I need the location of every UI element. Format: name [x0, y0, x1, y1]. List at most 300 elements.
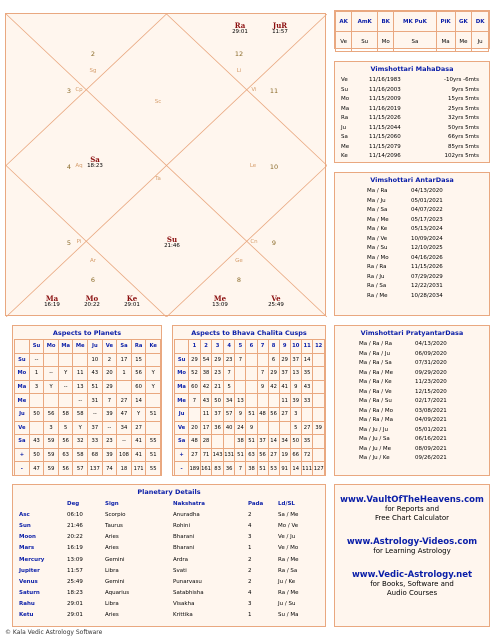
karaka-header: AmK: [352, 12, 378, 32]
aspect-cell: 55: [146, 435, 161, 449]
planet-su: Su: [166, 235, 178, 244]
promo-subtitle: Audio Courses: [386, 589, 438, 597]
aspect-cell: 13: [235, 394, 246, 408]
aspect-cell: 3: [29, 380, 44, 394]
column-header: 7: [257, 340, 268, 354]
antardasa-row: [367, 244, 483, 254]
mahadasa-cell: 11/15/2009: [369, 96, 401, 102]
aspect-cell: 29: [189, 353, 201, 367]
planet-mo: Mo: [85, 294, 99, 303]
antardasa-row: [367, 292, 483, 302]
karaka-value: Me: [455, 32, 472, 52]
aspect-cell: 59: [44, 435, 59, 449]
pratyantardasa-cell: 09/29/2020: [415, 369, 447, 376]
aspect-cell: 36: [223, 462, 235, 476]
planet-degree: 20:22: [84, 302, 100, 308]
column-header: 8: [268, 340, 279, 354]
promo-link[interactable]: www.Astrology-Videos.com: [346, 537, 478, 547]
aspect-cell: 14: [268, 435, 279, 449]
details-cell: Aries: [105, 534, 119, 541]
column-header: Me: [73, 340, 88, 354]
row-header: Su: [175, 353, 189, 367]
pratyantardasa-cell: 05/01/2021: [415, 426, 447, 433]
details-column-header: Deg: [67, 500, 80, 507]
planet-degree: 21:46: [164, 243, 180, 249]
aspect-cell: 43: [88, 367, 103, 381]
pratyantardasa-row: [359, 350, 483, 360]
column-header: Sa: [117, 340, 132, 354]
antardasa-row: [367, 282, 483, 292]
pratyantardasa-cell: Ma / Ju / Sa: [359, 436, 390, 442]
pratyantardasa-panel: [334, 325, 490, 476]
aspect-cell: 56: [58, 462, 73, 476]
aspect-cell: 127: [313, 462, 325, 476]
column-header: 5: [235, 340, 246, 354]
details-cell: Bharani: [173, 534, 195, 541]
antardasa-row: [367, 216, 483, 226]
aspect-cell: [257, 394, 268, 408]
row-header: Sa: [175, 435, 189, 449]
aspect-cell: 32: [73, 435, 88, 449]
antardasa-row: [367, 235, 483, 245]
details-cell: Aquarius: [105, 590, 130, 597]
aspect-cell: 29: [212, 353, 224, 367]
details-cell: Libra: [105, 567, 119, 574]
aspect-cell: 5: [290, 421, 301, 435]
aspect-cell: 161: [200, 462, 212, 476]
pratyantardasa-row: [359, 397, 483, 407]
details-row: [13, 610, 325, 621]
aspect-cell: 52: [189, 367, 201, 381]
aspect-cell: 24: [235, 421, 246, 435]
aspect-row: [15, 448, 161, 462]
aspect-cell: [146, 394, 161, 408]
column-header: Ju: [88, 340, 103, 354]
details-cell: Asc: [19, 511, 30, 518]
aspect-cell: 11: [200, 407, 212, 421]
details-cell: Sun: [19, 522, 31, 529]
aspect-cell: 58: [73, 448, 88, 462]
row-header: Mo: [15, 367, 30, 381]
aspect-cell: 63: [58, 448, 73, 462]
aspect-row: [175, 435, 325, 449]
row-header: -: [175, 462, 189, 476]
details-cell: Saturn: [19, 590, 40, 597]
karaka-value: Ve: [336, 32, 352, 52]
house-number: 2: [90, 50, 96, 58]
pratyantardasa-cell: 09/26/2021: [415, 455, 447, 461]
aspect-cell: [29, 394, 44, 408]
details-row: [13, 599, 325, 610]
aspect-row: [175, 407, 325, 421]
pratyantardasa-row: [359, 340, 483, 350]
aspect-cell: 41: [131, 448, 146, 462]
aspect-cell: 68: [88, 448, 103, 462]
pratyantardasa-cell: Ma / Ju / Me: [359, 445, 392, 452]
details-cell: Satabhisha: [173, 590, 204, 597]
aspect-cell: 9: [235, 407, 246, 421]
aspect-cell: 56: [257, 448, 268, 462]
aspect-cell: 6: [268, 353, 279, 367]
antardasa-title: Vimshottari AntarDasa: [370, 176, 454, 184]
aspect-cell: 13: [73, 380, 88, 394]
aspect-cell: 50: [29, 448, 44, 462]
aspect-row: [15, 435, 161, 449]
corner-cell: [15, 340, 30, 354]
aspect-cell: 131: [223, 448, 235, 462]
row-header: Ju: [175, 407, 189, 421]
aspect-cell: 38: [200, 367, 212, 381]
aspect-cell: 7: [235, 353, 246, 367]
aspect-cell: 5: [58, 421, 73, 435]
aspect-cell: 56: [58, 435, 73, 449]
house-number: 4: [66, 163, 72, 171]
pratyantardasa-row: [359, 359, 483, 369]
column-header: Ra: [131, 340, 146, 354]
aspect-row: [15, 394, 161, 408]
aspect-cell: 55: [146, 462, 161, 476]
aspect-cell: 47: [29, 462, 44, 476]
karaka-header: GK: [455, 12, 472, 32]
details-cell: Ve / Mo: [278, 545, 299, 552]
karaka-header: MK PuK: [394, 12, 436, 32]
promo-link[interactable]: www.Vedic-Astrology.net: [351, 570, 473, 580]
aspect-cell: 21: [212, 380, 224, 394]
aspect-cell: 48: [189, 435, 201, 449]
aspect-cell: 37: [257, 435, 268, 449]
antardasa-cell: Ma / Me: [367, 216, 389, 223]
aspect-cell: Y: [146, 367, 161, 381]
aspect-cell: [58, 394, 73, 408]
aspect-cell: [313, 407, 325, 421]
aspect-cell: 71: [200, 448, 212, 462]
antardasa-cell: Ma / Su: [367, 245, 388, 251]
aspect-cell: 51: [246, 435, 257, 449]
planet-degree: 18:23: [87, 163, 103, 169]
aspect-cell: 42: [200, 380, 212, 394]
mahadasa-cell: Sa: [341, 134, 348, 140]
aspect-cell: 74: [102, 462, 117, 476]
aspect-cell: [189, 407, 201, 421]
pratyantardasa-row: [359, 388, 483, 398]
karaka-value: Mo: [378, 32, 394, 52]
aspect-cell: 7: [257, 367, 268, 381]
pratyantardasa-row: [359, 369, 483, 379]
aspect-cell: 63: [246, 448, 257, 462]
promo-subtitle: for Learning Astrology: [373, 547, 451, 555]
column-header: 4: [223, 340, 235, 354]
aspect-cell: --: [44, 367, 59, 381]
column-header: 6: [246, 340, 257, 354]
aspect-cell: 11: [73, 367, 88, 381]
aspect-cell: 19: [279, 448, 290, 462]
aspect-cell: --: [88, 407, 103, 421]
column-header: Ke: [146, 340, 161, 354]
aspect-cell: 27: [268, 448, 279, 462]
column-header: Ve: [102, 340, 117, 354]
row-header: +: [175, 448, 189, 462]
antardasa-cell: 05/13/2024: [411, 226, 443, 232]
planet-degree: 16:19: [44, 302, 60, 308]
promo-subtitle: Free Chart Calculator: [374, 514, 450, 522]
karaka-value: Ma: [436, 32, 455, 52]
details-header: [13, 498, 325, 509]
sign-label: Vi: [251, 87, 257, 93]
aspect-cell: 38: [235, 435, 246, 449]
aspect-cell: 40: [223, 421, 235, 435]
aspect-cell: 9: [290, 380, 301, 394]
aspect-cell: 14: [131, 394, 146, 408]
details-cell: 29:01: [67, 601, 83, 608]
aspect-cell: 23: [212, 367, 224, 381]
aspect-cell: [313, 380, 325, 394]
aspect-row: [175, 353, 325, 367]
details-cell: 16:19: [67, 545, 83, 552]
aspect-row: [175, 394, 325, 408]
aspect-cell: Y: [58, 367, 73, 381]
aspect-cell: 43: [301, 380, 313, 394]
aspect-cell: 29: [102, 380, 117, 394]
aspect-cell: 39: [313, 421, 325, 435]
aspect-cell: --: [73, 394, 88, 408]
promo-link[interactable]: www.VaultOfTheHeavens.com: [340, 495, 484, 505]
mahadasa-row: [341, 86, 483, 96]
aspect-cell: 47: [117, 407, 132, 421]
details-cell: 11:57: [67, 567, 83, 574]
row-header: +: [15, 448, 30, 462]
karaka-header: DK: [472, 12, 489, 32]
mahadasa-cell: Me: [341, 143, 350, 150]
aspect-cell: 50: [290, 435, 301, 449]
pratyantardasa-cell: Ma / Ra / Ju: [359, 350, 390, 357]
aspect-cell: [257, 353, 268, 367]
aspect-cell: 1: [29, 367, 44, 381]
details-cell: Rohini: [173, 522, 190, 529]
aspect-row: [175, 421, 325, 435]
aspect-cell: [235, 367, 246, 381]
details-cell: Ketu: [19, 612, 34, 619]
aspect-row: [15, 462, 161, 476]
aspect-cell: 34: [223, 394, 235, 408]
aspect-cell: [235, 380, 246, 394]
aspect-cell: 27: [131, 421, 146, 435]
mahadasa-cell: 11/16/1983: [369, 77, 401, 83]
aspect-cell: [246, 394, 257, 408]
details-cell: 4: [248, 590, 252, 597]
mahadasa-cell: 11/15/2044: [369, 124, 401, 131]
aspect-cell: 20: [102, 367, 117, 381]
aspect-cell: 51: [257, 462, 268, 476]
aspect-cell: 10: [88, 353, 103, 367]
mahadasa-cell: 50yrs 5mts: [447, 124, 479, 131]
pratyantardasa-cell: Ma / Ju / Ke: [359, 455, 390, 461]
aspect-cell: 58: [58, 407, 73, 421]
aspect-cell: [146, 353, 161, 367]
details-column-header: Pada: [248, 500, 264, 507]
details-cell: Krittika: [173, 612, 193, 619]
antardasa-row: [367, 225, 483, 235]
planet-me: Me: [213, 294, 227, 303]
aspect-cell: 7: [102, 394, 117, 408]
antardasa-cell: 12/10/2025: [411, 245, 443, 251]
antardasa-row: [367, 254, 483, 264]
aspect-cell: 27: [189, 448, 201, 462]
aspect-cell: 17: [117, 353, 132, 367]
aspect-cell: 11: [279, 394, 290, 408]
aspect-cell: 14: [290, 462, 301, 476]
details-cell: Aries: [105, 545, 119, 552]
aspect-cell: --: [29, 353, 44, 367]
details-cell: 25:49: [67, 578, 83, 585]
row-header: Ve: [15, 421, 30, 435]
column-header: 11: [301, 340, 313, 354]
details-cell: Bharani: [173, 545, 195, 552]
aspect-cell: 66: [290, 448, 301, 462]
aspect-cell: 171: [131, 462, 146, 476]
karaka-value: Ju: [472, 32, 489, 52]
house-number: 9: [271, 239, 277, 247]
column-header: 12: [313, 340, 325, 354]
details-cell: Ardra: [173, 556, 189, 563]
aspect-cell: 54: [200, 353, 212, 367]
details-cell: 3: [248, 601, 252, 608]
pratyantardasa-row: [359, 426, 483, 436]
karaka-header: AK: [336, 12, 352, 32]
promo-link-block: [335, 537, 489, 556]
aspects-planets-title: Aspects to Planets: [52, 329, 122, 337]
antardasa-cell: 04/07/2022: [411, 207, 443, 213]
aspect-cell: [313, 448, 325, 462]
row-header: Me: [15, 394, 30, 408]
aspect-cell: [268, 421, 279, 435]
mahadasa-cell: 32yrs 5mts: [447, 115, 479, 121]
aspect-cell: [212, 435, 224, 449]
mahadasa-cell: 11/15/2079: [369, 143, 401, 150]
pratyantardasa-row: [359, 416, 483, 426]
details-row: [13, 565, 325, 576]
planet-ra: Ra: [234, 21, 246, 30]
sign-label: Cp: [75, 87, 83, 93]
aspect-cell: 23: [102, 435, 117, 449]
details-cell: Mars: [19, 545, 35, 552]
aspect-cell: 56: [131, 367, 146, 381]
details-cell: Moon: [19, 534, 36, 541]
pratyantardasa-row: [359, 435, 483, 445]
aspect-cell: 27: [279, 407, 290, 421]
sign-label: Ar: [89, 258, 97, 264]
planet-ke: Ke: [126, 294, 138, 303]
antardasa-cell: 05/17/2023: [411, 216, 443, 223]
aspect-cell: 137: [88, 462, 103, 476]
details-cell: Rahu: [19, 601, 35, 608]
aspect-cell: 41: [131, 435, 146, 449]
aspect-cell: 33: [88, 435, 103, 449]
aspect-cell: 48: [257, 407, 268, 421]
aspect-cell: 15: [131, 353, 146, 367]
karaka-header: BK: [378, 12, 394, 32]
planet-ma: Ma: [45, 294, 59, 303]
corner-cell: [175, 340, 189, 354]
aspect-cell: 9: [246, 421, 257, 435]
aspect-cell: 59: [44, 462, 59, 476]
details-cell: 29:01: [67, 612, 83, 619]
aspect-cell: 57: [223, 407, 235, 421]
mahadasa-row: [341, 152, 483, 162]
aspect-cell: --: [117, 435, 132, 449]
details-cell: 20:22: [67, 534, 83, 541]
aspects-planets-panel: [12, 325, 162, 476]
antardasa-cell: Ma / Sa: [367, 207, 388, 213]
aspect-cell: 35: [301, 435, 313, 449]
mahadasa-cell: Mo: [341, 96, 350, 102]
aspect-cell: [29, 421, 44, 435]
aspect-cell: 14: [301, 353, 313, 367]
details-cell: Libra: [105, 601, 119, 608]
birth-chart: [5, 13, 326, 316]
karaka-value: Sa: [394, 32, 436, 52]
row-header: Ju: [15, 407, 30, 421]
aspect-cell: 60: [131, 380, 146, 394]
row-header: Sa: [15, 435, 30, 449]
promo-link-block: [335, 570, 489, 598]
house-number: 5: [66, 239, 72, 247]
details-row: [13, 588, 325, 599]
aspect-cell: 2: [102, 353, 117, 367]
antardasa-cell: Ma / Ra: [367, 188, 388, 194]
pratyantardasa-cell: Ma / Ra / Ra: [359, 341, 392, 347]
antardasa-row: [367, 273, 483, 283]
row-header: -: [15, 462, 30, 476]
column-header: Mo: [44, 340, 59, 354]
details-row: [13, 543, 325, 554]
aspect-cell: [313, 367, 325, 381]
column-header: Su: [29, 340, 44, 354]
aspect-cell: 13: [290, 367, 301, 381]
mahadasa-cell: 11/14/2096: [369, 153, 401, 159]
mahadasa-cell: 11/16/2019: [369, 105, 401, 112]
details-cell: 06:10: [67, 511, 83, 518]
pratyantardasa-cell: Ma / Ra / Ke: [359, 379, 392, 385]
sign-label: Aq: [75, 163, 83, 169]
mahadasa-row: [341, 95, 483, 105]
details-cell: Sa / Me: [278, 511, 299, 518]
details-row: [13, 509, 325, 520]
aspect-cell: [257, 421, 268, 435]
pratyantardasa-title: Vimshottari PratyantarDasa: [360, 329, 464, 337]
mahadasa-row: [341, 105, 483, 115]
promo-link-block: [335, 495, 489, 523]
mahadasa-row: [341, 124, 483, 134]
aspect-cell: [58, 353, 73, 367]
mahadasa-cell: 11/15/2026: [369, 115, 401, 121]
details-column-header: Ld/SL: [278, 500, 295, 507]
planet-degree: 11:57: [272, 29, 288, 35]
aspect-cell: Y: [73, 421, 88, 435]
aspect-cell: [117, 380, 132, 394]
pratyantardasa-cell: 06/16/2021: [415, 436, 447, 442]
mahadasa-cell: Su: [341, 86, 348, 93]
details-cell: Aries: [105, 612, 119, 619]
column-header: 9: [279, 340, 290, 354]
aspect-cell: 91: [279, 462, 290, 476]
aspect-cell: 143: [212, 448, 224, 462]
aspect-cell: 51: [146, 448, 161, 462]
mahadasa-row: [341, 133, 483, 143]
sign-label: Li: [236, 68, 242, 74]
pratyantardasa-row: [359, 378, 483, 388]
aspect-cell: 7: [235, 462, 246, 476]
planetary-details-title: Planetary Details: [137, 488, 201, 496]
